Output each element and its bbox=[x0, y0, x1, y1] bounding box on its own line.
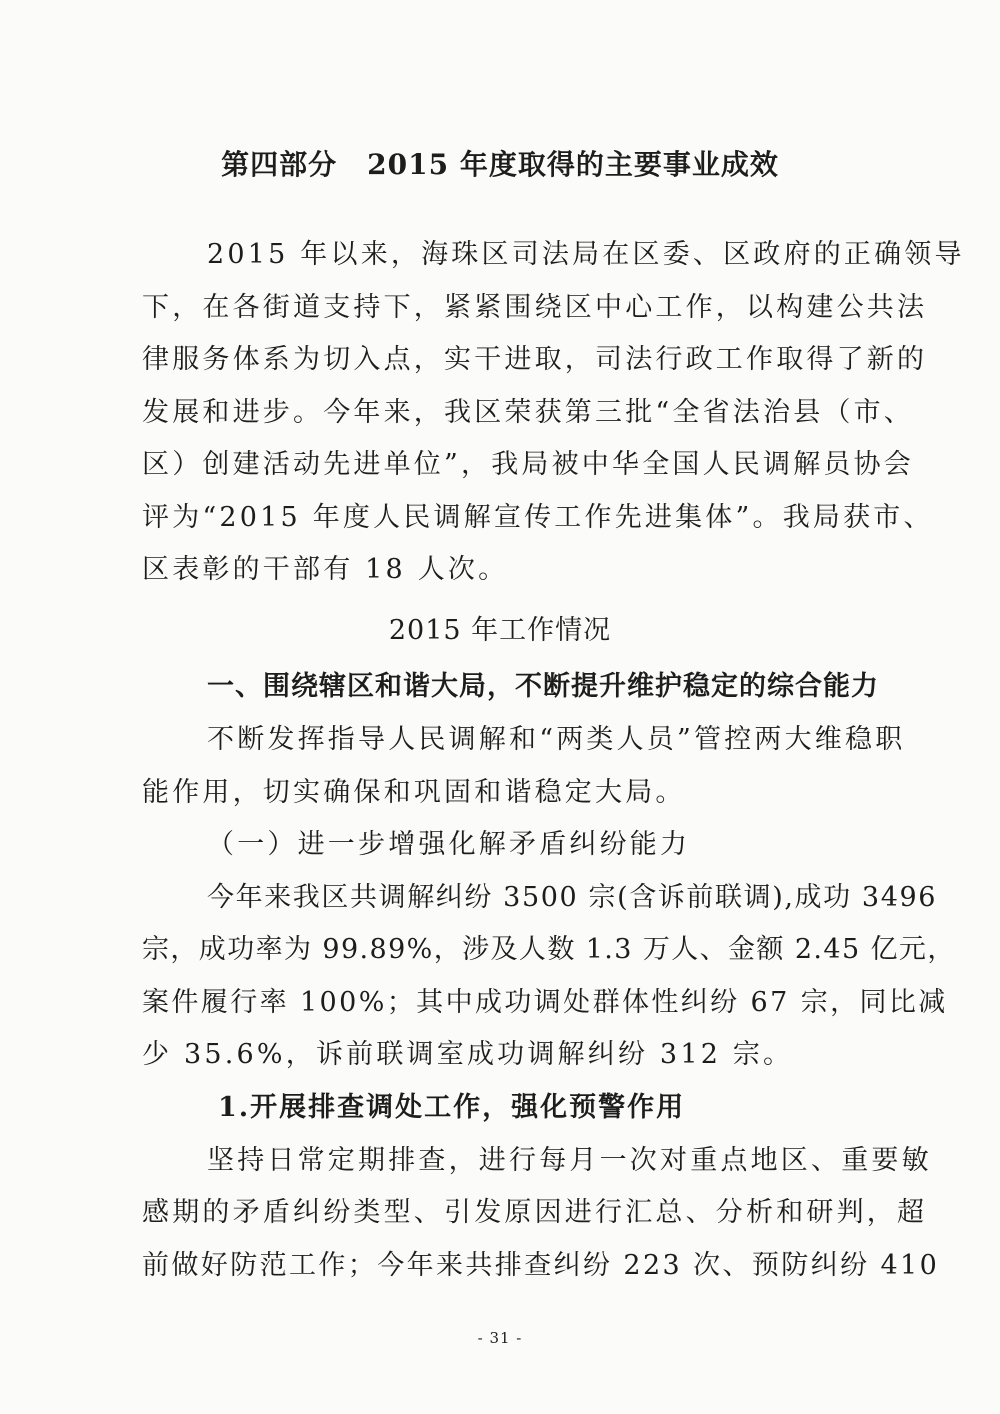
paragraph-line: 前做好防范工作；今年来共排查纠纷 223 次、预防纠纷 410 bbox=[142, 1250, 940, 1281]
heading: 一、围绕辖区和谐大局，不断提升维护稳定的综合能力 bbox=[207, 671, 879, 702]
paragraph-line: 律服务体系为切入点，实干进取，司法行政工作取得了新的 bbox=[142, 344, 928, 375]
subheading: 1.开展排查调处工作，强化预警作用 bbox=[218, 1092, 686, 1123]
title-main: 2015 年度取得的主要事业成效 bbox=[367, 148, 779, 181]
section-title: 2015 年工作情况 bbox=[388, 615, 612, 646]
paragraph-line: 区表彰的干部有 18 人次。 bbox=[142, 554, 509, 585]
title-part: 第四部分 bbox=[221, 148, 338, 181]
paragraph-line: 宗，成功率为 99.89%，涉及人数 1.3 万人、金额 2.45 亿元， bbox=[142, 934, 956, 965]
page-title bbox=[0, 143, 1000, 187]
paragraph-line: 少 35.6%，诉前联调室成功调解纠纷 312 宗。 bbox=[142, 1039, 794, 1070]
page-number: - 31 - bbox=[477, 1329, 523, 1347]
paragraph-line: 案件履行率 100%；其中成功调处群体性纠纷 67 宗，同比减 bbox=[142, 987, 948, 1018]
paragraph-line: 感期的矛盾纠纷类型、引发原因进行汇总、分析和研判，超 bbox=[142, 1197, 928, 1228]
paragraph-line: 区）创建活动先进单位”，我局被中华全国人民调解员协会 bbox=[142, 449, 915, 480]
paragraph-line: 下，在各街道支持下，紧紧围绕区中心工作，以构建公共法 bbox=[142, 292, 928, 323]
paragraph-line: 坚持日常定期排查，进行每月一次对重点地区、重要敏 bbox=[207, 1145, 932, 1176]
paragraph-line: 能作用，切实确保和巩固和谐稳定大局。 bbox=[142, 777, 686, 808]
subheading: （一）进一步增强化解矛盾纠纷能力 bbox=[207, 829, 691, 860]
paragraph-line: 今年来我区共调解纠纷 3500 宗(含诉前联调),成功 3496 bbox=[207, 882, 938, 913]
paragraph-line: 2015 年以来，海珠区司法局在区委、区政府的正确领导 bbox=[207, 239, 965, 270]
paragraph-line: 不断发挥指导人民调解和“两类人员”管控两大维稳职 bbox=[207, 724, 906, 755]
paragraph-line: 发展和进步。今年来，我区荣获第三批“全省法治县（市、 bbox=[142, 397, 915, 428]
paragraph-line: 评为“2015 年度人民调解宣传工作先进集体”。我局获市、 bbox=[142, 502, 934, 533]
